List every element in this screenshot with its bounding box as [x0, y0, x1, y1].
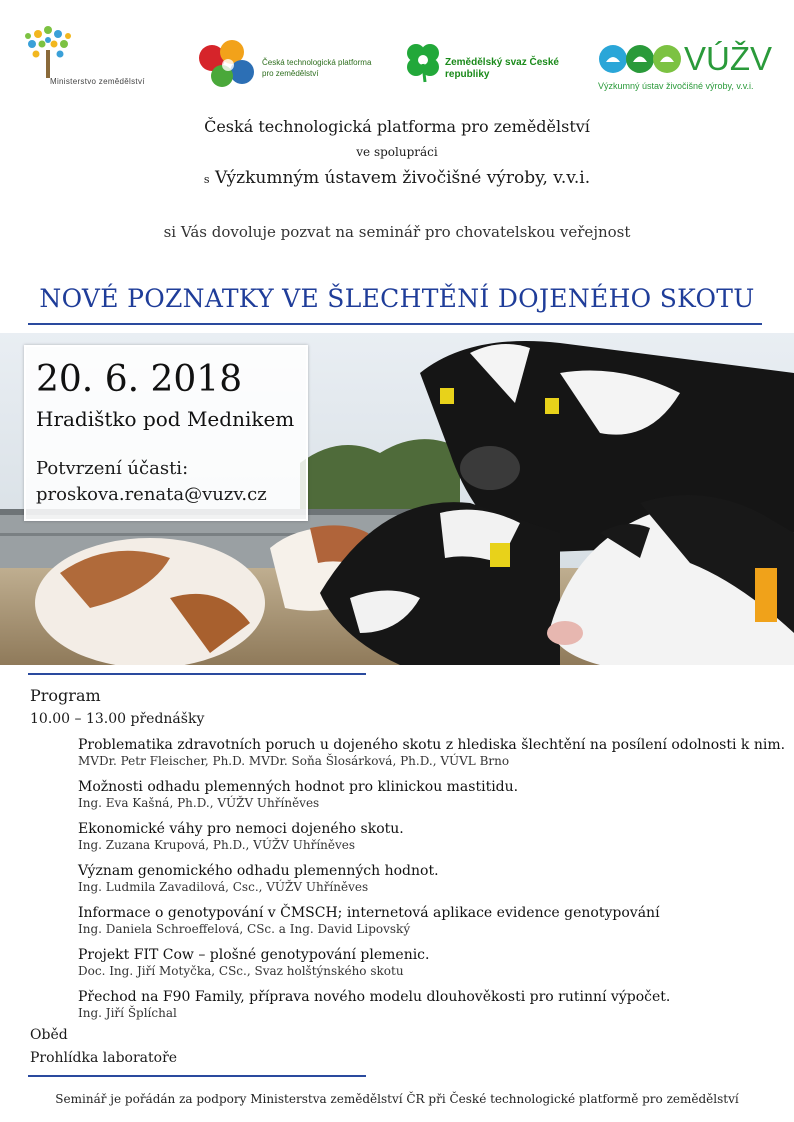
talk-title: Přechod na F90 Family, příprava nového modelu dlouhověkosti pro rutinní výpočet.: [78, 989, 671, 1005]
event-place: Hradištko pod Mednikem: [36, 407, 295, 431]
footer-note: Seminář je pořádán za podpory Ministerstva zemědělství ČR při České technologické platformě pro zemědělství: [55, 1092, 739, 1106]
program-top-divider: [28, 673, 366, 675]
talk-speaker: Ing. Daniela Schroeffelová, CSc. a Ing. David Lipovský: [78, 922, 411, 936]
seminar-title: NOVÉ POZNATKY VE ŠLECHTĚNÍ DOJENÉHO SKOTU: [39, 284, 755, 313]
talk-item: [78, 989, 778, 1031]
talk-title: Význam genomického odhadu plemenných hodnot.: [78, 863, 439, 879]
talk-speaker: Ing. Ludmila Zavadilová, Csc., VÚŽV Uhříněves: [78, 880, 369, 894]
talk-item: [78, 779, 778, 821]
lunch-item: Oběd: [30, 1027, 68, 1043]
ctp-logo-icon: [198, 38, 258, 90]
talk-title: Projekt FIT Cow – plošné genotypování plemenic.: [78, 947, 430, 963]
talk-speaker: Ing. Zuzana Krupová, Ph.D., VÚŽV Uhříněves: [78, 838, 356, 852]
talk-title: Ekonomické váhy pro nemoci dojeného skotu.: [78, 821, 404, 837]
lectures-time: 10.00 – 13.00 přednášky: [30, 711, 205, 727]
program-heading: Program: [30, 686, 101, 705]
zs-logo-text: Zemědělský svaz České republiky: [445, 57, 559, 80]
talk-item: [78, 905, 778, 947]
talk-item: [78, 863, 778, 905]
event-date: 20. 6. 2018: [36, 359, 243, 400]
partner-line: [0, 168, 794, 188]
talk-item: [78, 821, 778, 863]
talk-speaker: Ing. Eva Kašná, Ph.D., VÚŽV Uhříněves: [78, 796, 320, 810]
talk-speaker: Doc. Ing. Jiří Motyčka, CSc., Svaz holštýnského skotu: [78, 964, 404, 978]
ctp-logo-text: Česká technologická platforma pro zemědělství: [262, 58, 372, 78]
logo-zs: [403, 40, 443, 88]
invitation-line: si Vás dovoluje pozvat na seminář pro chovatelskou veřejnost: [163, 223, 631, 241]
talk-title: Problematika zdravotních poruch u dojeného skotu z hlediska šlechtění na posílení odolnosti k nim.: [78, 737, 786, 753]
partner-prefix: s: [203, 173, 210, 186]
lab-tour-item: Prohlídka laboratoře: [30, 1050, 178, 1066]
cooperation-line: ve spolupráci: [356, 145, 438, 159]
talk-item: [78, 737, 786, 779]
organizer-line: Česká technologická platforma pro zemědělství: [204, 117, 590, 136]
talks-list: [78, 737, 786, 1031]
ministry-tree-icon: [18, 20, 78, 80]
talk-title: Možnosti odhadu plemenných hodnot pro klinickou mastitidu.: [78, 779, 519, 795]
talk-speaker: MVDr. Petr Fleischer, Ph.D. MVDr. Soňa Šlosárková, Ph.D., VÚVL Brno: [78, 754, 510, 768]
clover-icon: [403, 40, 443, 84]
talk-item: [78, 947, 778, 989]
talk-speaker: Ing. Jiří Šplíchal: [78, 1006, 177, 1020]
talk-title: Informace o genotypování v ČMSCH; internetová aplikace evidence genotypování: [78, 905, 660, 921]
vuzv-logo-subtitle: Výzkumný ústav živočišné výroby, v.v.i.: [598, 81, 754, 91]
confirmation-email-link[interactable]: proskova.renata@vuzv.cz: [36, 484, 267, 505]
logo-ctp: [198, 38, 258, 94]
event-info-box: [24, 345, 308, 521]
vuzv-animals-icon: [598, 42, 684, 76]
program-bottom-divider: [28, 1075, 366, 1077]
ministry-logo-text: Ministerstvo zemědělství: [50, 77, 145, 86]
confirmation-label: Potvrzení účasti:: [36, 458, 189, 479]
partner-name: Výzkumným ústavem živočišné výroby, v.v.i.: [214, 168, 591, 188]
vuzv-logo-text: VÚŽV: [684, 40, 773, 77]
logo-vuzv-animals: [598, 42, 684, 80]
title-divider: [28, 323, 762, 325]
